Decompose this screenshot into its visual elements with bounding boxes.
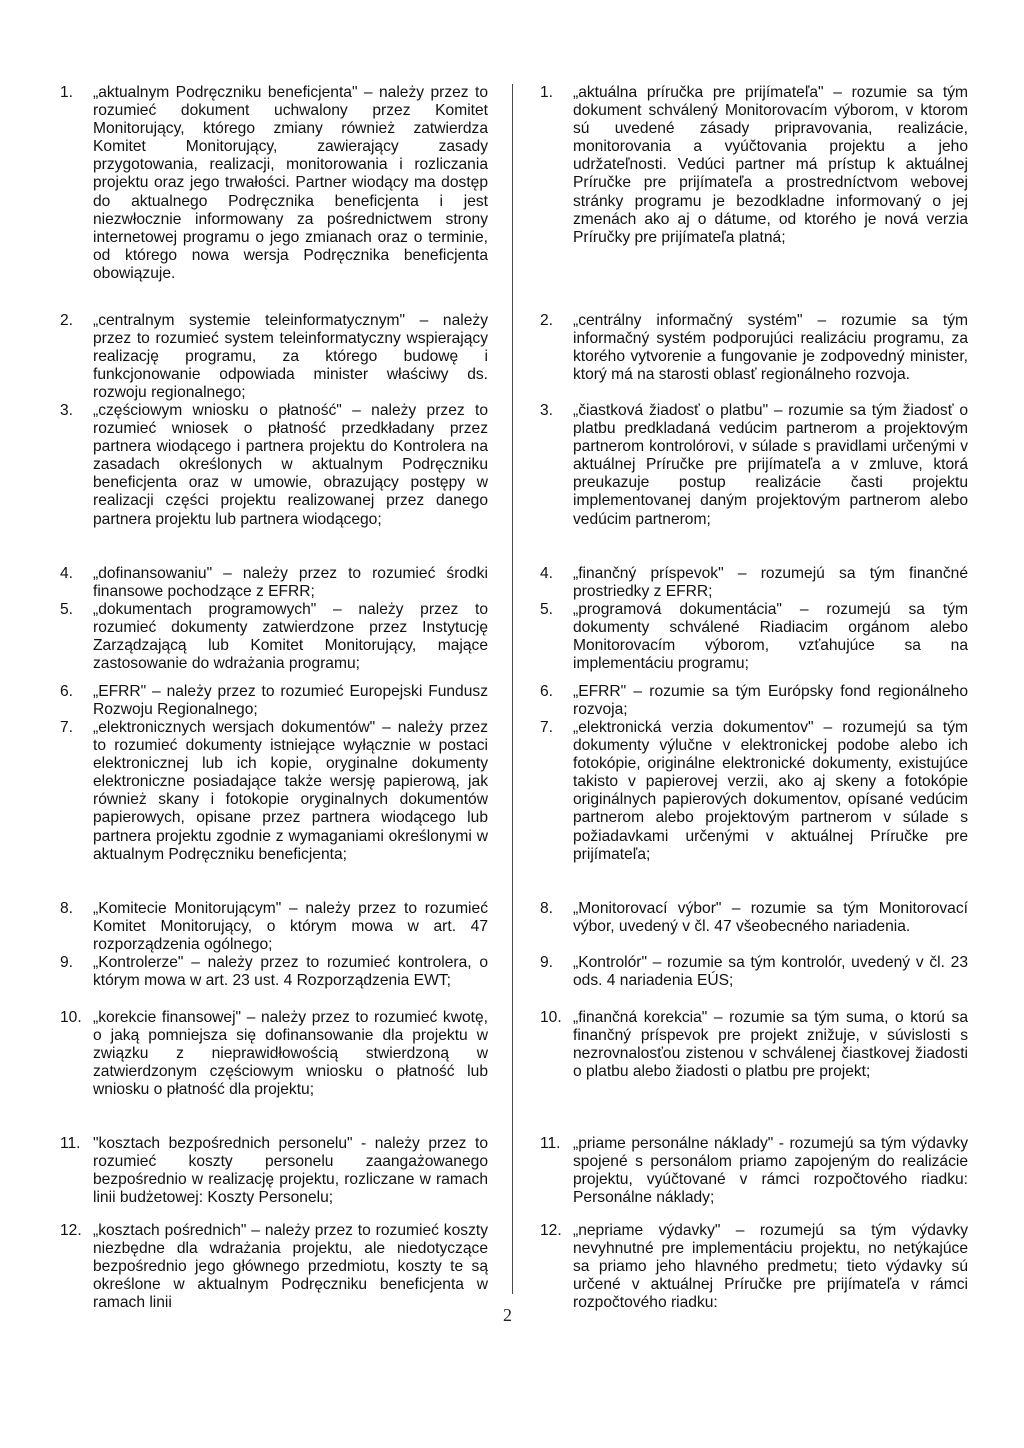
item-text: „aktuálna príručka pre prijímateľa" – rozumie sa tým dokument schválený Monitorovacím výborom, v ktorom sú uvedené zásady pripravovania, realizácie, monitorovania a vyúčtovania projektu a jeho udržateľnosti. Vedúci partner má prístup k aktuálnej Príručke pre prijímateľa a prostredníctvom webovej stránky programu je bezodkladne informovaný o jej zmenách ako aj o dátume, od ktorého je nová verzia Príručky pre prijímateľa platná; (573, 84, 968, 246)
item-number: 1. (540, 84, 554, 101)
item-number: 10. (60, 1009, 82, 1026)
page-number: 2 (503, 1305, 512, 1325)
definition-item (60, 1009, 488, 1099)
item-text: „Monitorovací výbor" – rozumie sa tým Monitorovací výbor, uvedený v čl. 47 všeobecného nariadenia. (573, 900, 968, 936)
item-text: „finančný príspevok" – rozumejú sa tým finančné prostriedky z EFRR; (573, 565, 968, 601)
item-text: „EFRR" – należy przez to rozumieć Europejski Fundusz Rozwoju Regionalnego; (93, 683, 488, 719)
item-text: „Kontrolór" – rozumie sa tým kontrolór, uvedený v čl. 23 ods. 4 nariadenia EÚS; (573, 954, 968, 990)
definition-item (540, 954, 968, 990)
item-text: „elektronická verzia dokumentov" – rozumejú sa tým dokumenty výlučne v elektronickej podobe alebo ich fotokópie, originálne elektronické dokumenty, existujúce takisto v papierovej verzii, ako aj skeny a fotokópie originálnych papierových dokumentov, opísané vedúcim partnerom alebo projektovým partnerom v súlade s požiadavkami určenými v aktuálnej Príručke pre prijímateľa; (573, 719, 968, 863)
item-number: 2. (540, 312, 554, 329)
item-text: „kosztach pośrednich" – należy przez to rozumieć koszty niezbędne dla wdrażania projektu, ale niedotyczące bezpośrednio jego głównego przedmiotu, koszty te są określone w aktualnym Podręczniku beneficjenta w ramach linii (93, 1222, 488, 1312)
definition-item (540, 1222, 968, 1312)
item-number: 9. (60, 954, 74, 971)
definition-item (60, 1135, 488, 1207)
definition-item (60, 601, 488, 673)
definition-item (60, 402, 488, 529)
item-number: 11. (540, 1135, 561, 1152)
item-text: „čiastková žiadosť o platbu" – rozumie sa tým žiadosť o platbu predkladaná vedúcim partnerom a projektovým partnerom kontrolórovi, v súlade s pravidlami určenými v aktuálnej Príručke pre prijímateľa a v zmluve, ktorá preukazuje postup realizácie časti projektu implementovanej daným projektovým partnerom alebo vedúcim partnerom; (573, 402, 968, 528)
item-text: „priame personálne náklady" - rozumejú sa tým výdavky spojené s personálom priamo zapojeným do realizácie projektu, vyúčtované v rámci rozpočtového riadku: Personálne náklady; (573, 1135, 968, 1207)
item-text: „dofinansowaniu" – należy przez to rozumieć środki finansowe pochodzące z EFRR; (93, 565, 488, 601)
item-text: „centrálny informačný systém" – rozumie sa tým informačný systém podporujúci realizáciu programu, za ktorého vytvorenie a fungovanie je zodpovedný minister, ktorý má na starosti oblasť regionálneho rozvoja. (573, 312, 968, 384)
item-text: „EFRR" – rozumie sa tým Európsky fond regionálneho rozvoja; (573, 683, 968, 719)
item-number: 7. (60, 719, 74, 736)
item-text: „centralnym systemie teleinformatycznym" – należy przez to rozumieć system teleinformatyczny wspierający realizację programu, za którego budowę i funkcjonowanie odpowiada minister właściwy ds. rozwoju regionalnego; (93, 312, 488, 402)
item-text: „aktualnym Podręczniku beneficjenta" – należy przez to rozumieć dokument uchwalony przez Komitet Monitorujący, którego zmiany również zatwierdza Komitet Monitorujący, zawierający zasady przygotowania, realizacji, monitorowania i rozliczania projektu oraz jego trwałości. Partner wiodący ma dostęp do aktualnego Podręcznika beneficjenta i jest niezwłocznie informowany za pośrednictwem strony internetowej programu o jego zmianach oraz o terminie, od którego nowa wersja Podręcznika beneficjenta obowiązuje. (93, 84, 488, 282)
definition-item (60, 719, 488, 864)
definition-item (540, 601, 968, 673)
item-number: 9. (540, 954, 554, 971)
definition-item (540, 719, 968, 864)
item-number: 4. (60, 565, 74, 582)
definition-item (60, 900, 488, 954)
definition-item (540, 312, 968, 384)
item-number: 6. (60, 683, 74, 700)
definition-item (540, 683, 968, 719)
item-number: 8. (540, 900, 554, 917)
definition-item (60, 84, 488, 283)
column-divider (512, 84, 513, 1294)
definition-item (540, 84, 968, 247)
item-text: „Kontrolerze" – należy przez to rozumieć kontrolera, o którym mowa w art. 23 ust. 4 Rozporządzenia EWT; (93, 954, 488, 990)
item-number: 3. (540, 402, 554, 419)
item-text: "kosztach bezpośrednich personelu" - należy przez to rozumieć koszty personelu zaangażowanego bezpośrednio w realizację projektu, rozliczane w ramach linii budżetowej: Koszty Personelu; (93, 1135, 488, 1207)
item-number: 8. (60, 900, 74, 917)
item-text: „nepriame výdavky" – rozumejú sa tým výdavky nevyhnutné pre implementáciu projektu, no netýkajúce sa priamo jeho hlavného predmetu; tieto výdavky sú určené v aktuálnej Príručke pre prijímateľa v rámci rozpočtového riadku: (573, 1222, 968, 1312)
item-text: „elektronicznych wersjach dokumentów" – należy przez to rozumieć dokumenty istniejące wyłącznie w postaci elektronicznej lub ich kopie, oryginalne dokumenty elektroniczne posiadające także wersję papierową, jak również skany i fotokopie oryginalnych dokumentów papierowych, opisane przez partnera wiodącego lub partnera projektu zgodnie z wymaganiami określonymi w aktualnym Podręczniku beneficjenta; (93, 719, 488, 863)
item-text: „programová dokumentácia" – rozumejú sa tým dokumenty schválené Riadiacim orgánom alebo Monitorovacím výborom, vzťahujúce sa na implementáciu programu; (573, 601, 968, 673)
definition-item (540, 402, 968, 529)
item-number: 5. (60, 601, 74, 618)
definition-item (60, 683, 488, 719)
definition-item (60, 565, 488, 601)
item-number: 7. (540, 719, 554, 736)
item-number: 10. (540, 1009, 562, 1026)
item-text: „korekcie finansowej" – należy przez to rozumieć kwotę, o jaką pomniejsza się dofinansowanie dla projektu w związku z nieprawidłowością stwierdzoną w zatwierdzonym częściowym wniosku o płatność lub wniosku o płatność dla projektu; (93, 1009, 488, 1099)
definition-item (540, 565, 968, 601)
item-number: 12. (60, 1222, 82, 1239)
item-text: „częściowym wniosku o płatność" – należy przez to rozumieć wniosek o płatność przedkładany przez partnera wiodącego i partnera projektu do Kontrolera na zasadach określonych w aktualnym Podręczniku beneficjenta oraz w umowie, obrazujący postępy w realizacji części projektu realizowanej przez danego partnera projektu lub partnera wiodącego; (93, 402, 488, 528)
item-number: 6. (540, 683, 554, 700)
item-number: 5. (540, 601, 554, 618)
definition-item (60, 312, 488, 402)
definition-item (540, 1135, 968, 1207)
item-number: 12. (540, 1222, 562, 1239)
definition-item (540, 900, 968, 936)
definition-item (540, 1009, 968, 1081)
definition-item (60, 954, 488, 990)
item-number: 11. (60, 1135, 81, 1152)
item-text: „dokumentach programowych" – należy przez to rozumieć dokumenty zatwierdzone przez Instytucję Zarządzającą lub Komitet Monitorujący, mające zastosowanie do wdrażania programu; (93, 601, 488, 673)
item-number: 1. (60, 84, 74, 101)
item-number: 4. (540, 565, 554, 582)
definition-item (60, 1222, 488, 1312)
item-text: „Komitecie Monitorującym" – należy przez to rozumieć Komitet Monitorujący, o którym mowa w art. 47 rozporządzenia ogólnego; (93, 900, 488, 954)
item-number: 2. (60, 312, 74, 329)
item-number: 3. (60, 402, 74, 419)
item-text: „finančná korekcia" – rozumie sa tým suma, o ktorú sa finančný príspevok pre projekt znižuje, v súvislosti s nezrovnalosťou zistenou v schválenej čiastkovej žiadosti o platbu alebo žiadosti o platbu pre projekt; (573, 1009, 968, 1081)
